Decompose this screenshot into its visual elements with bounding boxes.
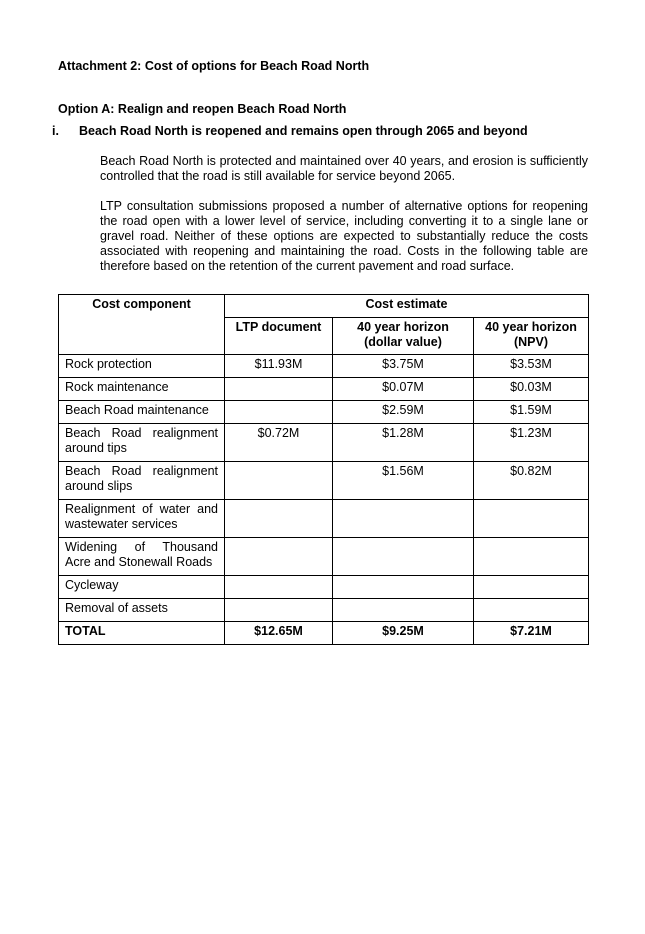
table-row: [59, 538, 589, 576]
table-total-row: [59, 622, 589, 645]
subheader-ltp-document: LTP document: [225, 318, 333, 355]
option-heading: Option A: Realign and reopen Beach Road North: [58, 102, 347, 116]
row-component: Beach Road realignment around slips: [59, 462, 225, 500]
table-row: [59, 500, 589, 538]
total-label: TOTAL: [59, 622, 225, 645]
table-row: [59, 401, 589, 424]
row-npv: $1.59M: [474, 401, 589, 424]
paragraph-1: Beach Road North is protected and maintained over 40 years, and erosion is sufficiently controlled that the road is still available for service beyond 2065.: [100, 154, 588, 183]
row-component: Rock maintenance: [59, 378, 225, 401]
row-component: Realignment of water and wastewater services: [59, 500, 225, 538]
row-component: Beach Road maintenance: [59, 401, 225, 424]
row-npv: [474, 576, 589, 599]
total-dollar: $9.25M: [333, 622, 474, 645]
row-ltp: [225, 462, 333, 500]
table-row: [59, 599, 589, 622]
table-row: [59, 378, 589, 401]
row-ltp: [225, 538, 333, 576]
row-component: Beach Road realignment around tips: [59, 424, 225, 462]
section-numeral: i.: [52, 124, 59, 138]
row-component: Removal of assets: [59, 599, 225, 622]
total-ltp: $12.65M: [225, 622, 333, 645]
row-ltp: $0.72M: [225, 424, 333, 462]
row-npv: $3.53M: [474, 355, 589, 378]
table-header-row: [59, 295, 589, 318]
row-dollar: $3.75M: [333, 355, 474, 378]
row-dollar: $0.07M: [333, 378, 474, 401]
row-npv: [474, 599, 589, 622]
header-cost-estimate: Cost estimate: [225, 295, 589, 318]
row-dollar: $2.59M: [333, 401, 474, 424]
row-component: Rock protection: [59, 355, 225, 378]
row-ltp: $11.93M: [225, 355, 333, 378]
header-cost-component: Cost component: [59, 295, 225, 355]
row-npv: $0.03M: [474, 378, 589, 401]
row-ltp: [225, 500, 333, 538]
row-npv: [474, 500, 589, 538]
cost-table: [58, 294, 589, 645]
row-dollar: $1.28M: [333, 424, 474, 462]
table-row: [59, 462, 589, 500]
row-ltp: [225, 576, 333, 599]
row-npv: $0.82M: [474, 462, 589, 500]
table-row: [59, 576, 589, 599]
row-npv: $1.23M: [474, 424, 589, 462]
row-npv: [474, 538, 589, 576]
row-ltp: [225, 378, 333, 401]
total-npv: $7.21M: [474, 622, 589, 645]
row-dollar: [333, 599, 474, 622]
row-dollar: [333, 500, 474, 538]
attachment-title: Attachment 2: Cost of options for Beach Road North: [58, 59, 370, 73]
row-component: Cycleway: [59, 576, 225, 599]
subheader-dollar-value: 40 year horizon (dollar value): [333, 318, 474, 355]
subheader-npv: 40 year horizon (NPV): [474, 318, 589, 355]
table-row: [59, 355, 589, 378]
row-ltp: [225, 599, 333, 622]
row-dollar: [333, 576, 474, 599]
row-dollar: [333, 538, 474, 576]
table-row: [59, 424, 589, 462]
row-component: Widening of Thousand Acre and Stonewall Roads: [59, 538, 225, 576]
row-ltp: [225, 401, 333, 424]
paragraph-2: LTP consultation submissions proposed a number of alternative options for reopening the road open with a lower level of service, including converting it to a single lane or gravel road. Neither of these options are expected to substantially reduce the costs associated with reopening and maintaining the road. Costs in the following table are therefore based on the retention of the current pavement and road surface.: [100, 199, 588, 273]
section-heading: Beach Road North is reopened and remains open through 2065 and beyond: [79, 124, 528, 138]
row-dollar: $1.56M: [333, 462, 474, 500]
